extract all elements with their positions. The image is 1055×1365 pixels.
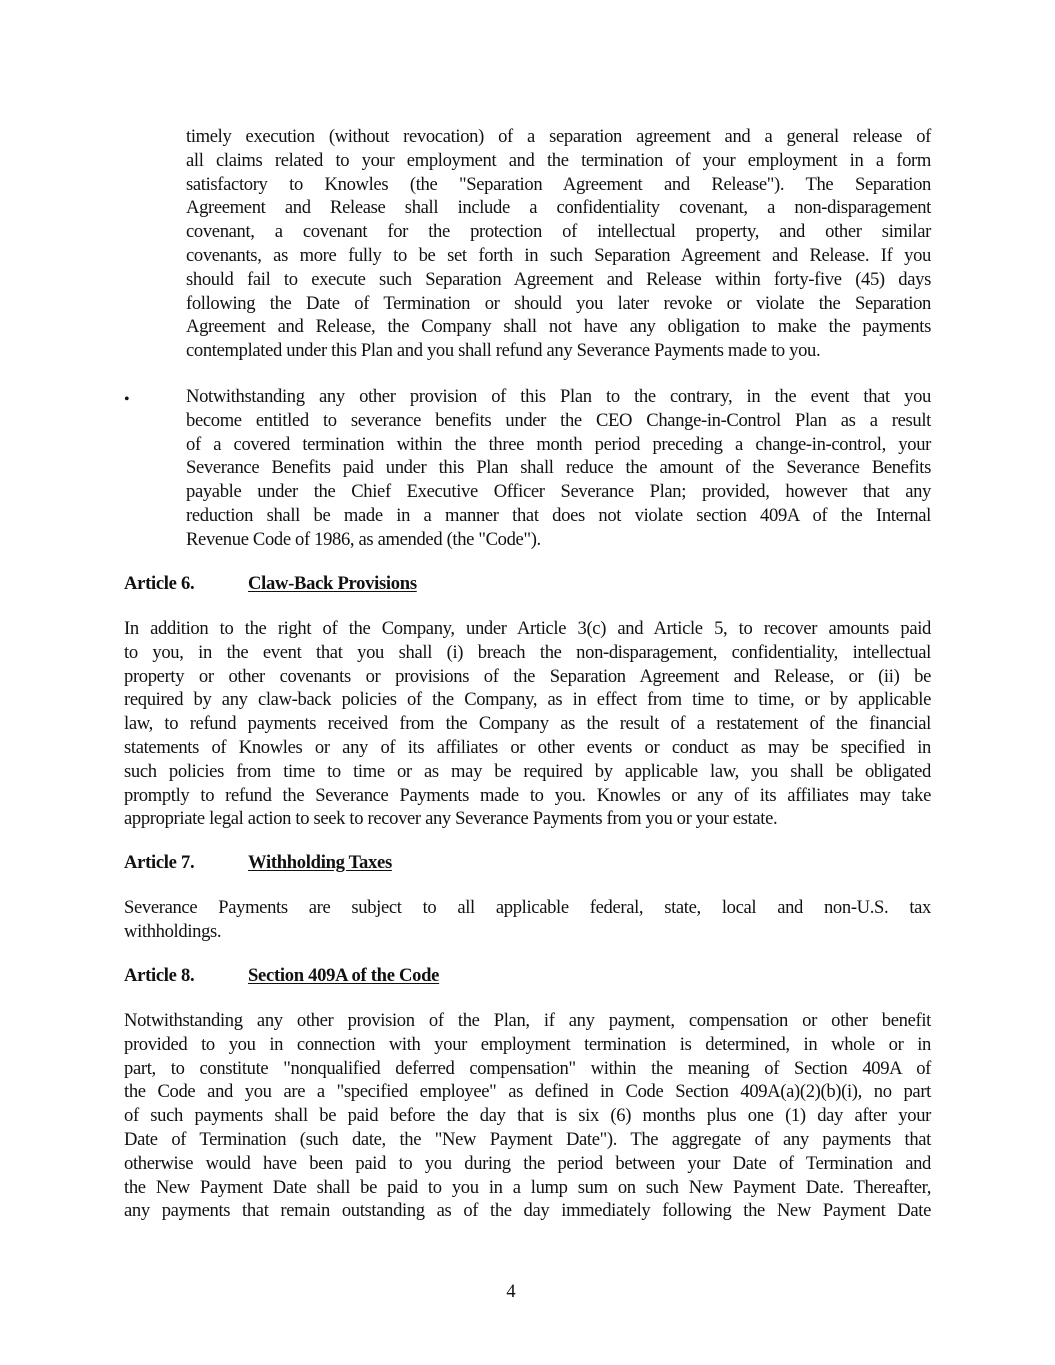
article-title: Claw-Back Provisions <box>248 573 417 594</box>
article-title: Withholding Taxes <box>248 852 392 873</box>
text-line: Severance Payments are subject to all applicable federal, state, local and non-U.S. tax <box>124 897 931 918</box>
article-title: Section 409A of the Code <box>248 965 440 986</box>
text-line: property or other covenants or provisions of the Separation Agreement and Release, or (ii) be <box>124 665 931 687</box>
page-number: 4 <box>506 1281 516 1302</box>
text-line: provided to you in connection with your employment termination is determined, in whole or in <box>124 1033 931 1055</box>
text-line: Date of Termination (such date, the "New Payment Date"). The aggregate of any payments that <box>124 1128 931 1150</box>
text-line: Agreement and Release shall include a confidentiality covenant, a non-disparagement <box>186 197 931 219</box>
text-line: Notwithstanding any other provision of this Plan to the contrary, in the event that you <box>186 386 931 407</box>
text-line: withholdings. <box>124 920 222 942</box>
text-line: Notwithstanding any other provision of the Plan, if any payment, compensation or other benefit <box>124 1010 931 1031</box>
text-line: timely execution (without revocation) of a separation agreement and a general release of <box>186 126 931 147</box>
text-line: covenant, a covenant for the protection of intellectual property, and other similar <box>186 221 931 243</box>
bullet-icon: • <box>124 391 130 408</box>
article-8-body <box>124 1009 931 1223</box>
text-line: the New Payment Date shall be paid to you in a lump sum on such New Payment Date. Thereafter, <box>124 1176 931 1198</box>
text-line: Severance Benefits paid under this Plan shall reduce the amount of the Severance Benefits <box>186 457 931 479</box>
text-line: part, to constitute "nonqualified deferred compensation" within the meaning of Section 409A of <box>124 1057 931 1079</box>
text-line: promptly to refund the Severance Payments made to you. Knowles or any of its affiliates may take <box>124 784 931 806</box>
text-line: appropriate legal action to seek to recover any Severance Payments from you or your estate. <box>124 808 778 830</box>
text-line: satisfactory to Knowles (the "Separation Agreement and Release"). The Separation <box>186 173 931 195</box>
text-line: the Code and you are a "specified employee" as defined in Code Section 409A(a)(2)(b)(i), no part <box>124 1081 931 1103</box>
bullet-paragraph <box>186 385 931 552</box>
text-line: should fail to execute such Separation Agreement and Release within forty-five (45) days <box>186 268 931 290</box>
text-line: such policies from time to time or as may be required by applicable law, you shall be obligated <box>124 760 931 782</box>
article-number: Article 8. <box>124 965 195 986</box>
text-line: required by any claw-back policies of the Company, as in effect from time to time, or by applicable <box>124 689 931 711</box>
text-line: covenants, as more fully to be set forth in such Separation Agreement and Release. If you <box>186 244 931 266</box>
text-line: all claims related to your employment and the termination of your employment in a form <box>186 149 931 171</box>
text-line: payable under the Chief Executive Officer Severance Plan; provided, however that any <box>186 481 931 503</box>
text-line: following the Date of Termination or should you later revoke or violate the Separation <box>186 292 931 314</box>
text-line: contemplated under this Plan and you shall refund any Severance Payments made to you. <box>186 340 821 362</box>
text-line: Agreement and Release, the Company shall not have any obligation to make the payments <box>186 316 931 338</box>
article-6-body <box>124 617 931 831</box>
text-line: of such payments shall be paid before the day that is six (6) months plus one (1) day after your <box>124 1105 931 1127</box>
article-number: Article 6. <box>124 573 195 594</box>
article-number: Article 7. <box>124 852 195 873</box>
text-line: otherwise would have been paid to you during the period between your Date of Termination and <box>124 1152 931 1174</box>
text-line: to you, in the event that you shall (i) breach the non-disparagement, confidentiality, intellectual <box>124 641 931 663</box>
text-line: In addition to the right of the Company, under Article 3(c) and Article 5, to recover amounts paid <box>124 618 931 639</box>
continuation-paragraph <box>186 125 931 363</box>
article-7-body <box>124 896 931 944</box>
text-line: statements of Knowles or any of its affiliates or other events or conduct as may be specified in <box>124 736 931 758</box>
text-line: become entitled to severance benefits under the CEO Change-in-Control Plan as a result <box>186 409 931 431</box>
text-line: law, to refund payments received from the Company as the result of a restatement of the financial <box>124 713 931 735</box>
text-line: any payments that remain outstanding as of the day immediately following the New Payment Date <box>124 1200 931 1222</box>
text-line: reduction shall be made in a manner that does not violate section 409A of the Internal <box>186 504 931 526</box>
text-line: of a covered termination within the three month period preceding a change-in-control, your <box>186 433 931 455</box>
text-line: Revenue Code of 1986, as amended (the "Code"). <box>186 528 541 550</box>
